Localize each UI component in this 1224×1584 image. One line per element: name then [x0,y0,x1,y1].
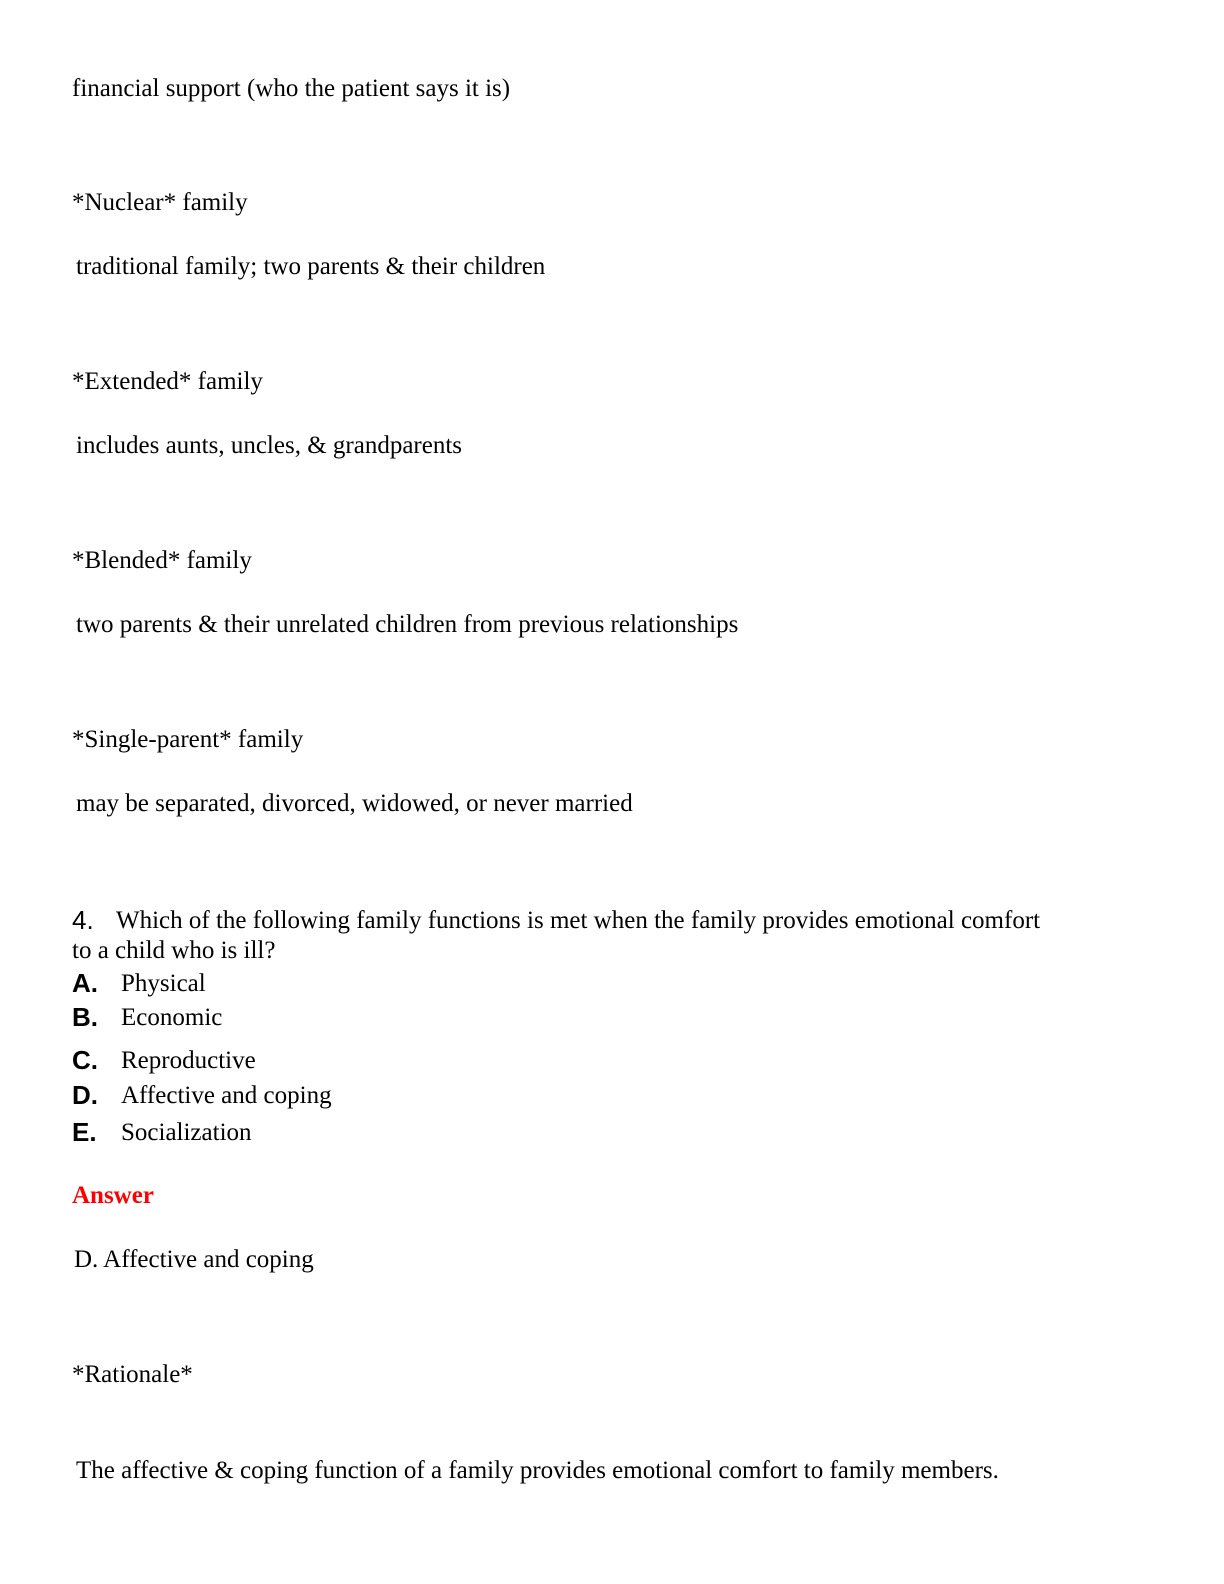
question-text-line2: to a child who is ill? [72,937,276,964]
option-text-d: Affective and coping [121,1082,332,1109]
option-letter-d: D. [72,1080,98,1110]
answer-heading: Answer [72,1182,154,1209]
rationale-text: The affective & coping function of a family provides emotional comfort to family members. [76,1457,999,1484]
option-letter-b: B. [72,1002,98,1032]
definition-term-blended: *Blended* family [72,547,252,574]
definition-term-extended: *Extended* family [72,368,263,395]
answer-value: D. Affective and coping [74,1246,314,1273]
definition-text-single-parent: may be separated, divorced, widowed, or never married [76,790,633,817]
definition-term-single-parent: *Single-parent* family [72,726,304,753]
definition-text-nuclear: traditional family; two parents & their children [76,253,546,280]
option-letter-e: E. [72,1117,97,1147]
option-letter-a: A. [72,968,98,998]
definition-text-extended: includes aunts, uncles, & grandparents [76,432,463,459]
option-text-c: Reproductive [121,1047,256,1074]
question-number: 4. [72,905,94,935]
definition-text-blended: two parents & their unrelated children from previous relationships [76,611,739,638]
intro-line: financial support (who the patient says it is) [72,75,511,102]
option-text-a: Physical [121,970,206,997]
option-letter-c: C. [72,1045,98,1075]
rationale-heading: *Rationale* [72,1361,193,1388]
definition-term-nuclear: *Nuclear* family [72,189,248,216]
question-text-line1: Which of the following family functions is met when the family provides emotional comfort [116,907,1041,934]
option-text-e: Socialization [121,1119,252,1146]
option-text-b: Economic [121,1004,223,1031]
